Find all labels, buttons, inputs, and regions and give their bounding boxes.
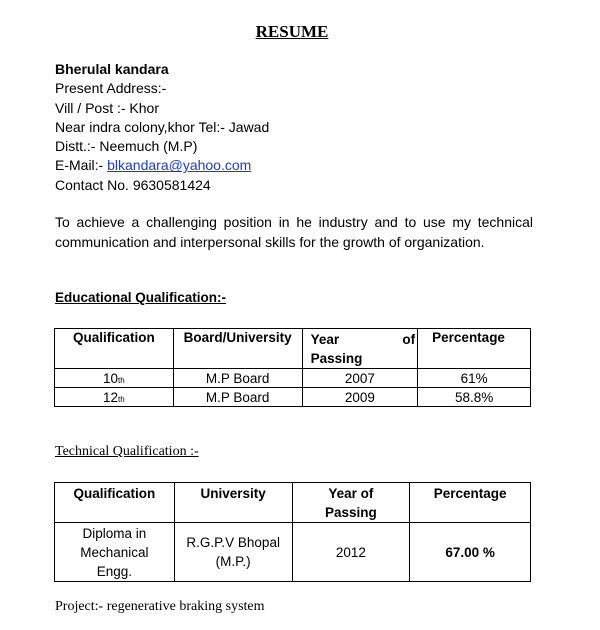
table-row bbox=[55, 388, 531, 407]
page-title: RESUME bbox=[255, 22, 329, 41]
qualification-line-3: Engg. bbox=[96, 563, 133, 579]
header-year bbox=[302, 329, 418, 369]
email-link[interactable]: blkandara@yahoo.com bbox=[107, 157, 252, 174]
technical-table bbox=[54, 482, 531, 582]
project-line: Project:- regenerative braking system bbox=[55, 599, 265, 614]
cell-percentage: 58.8% bbox=[418, 388, 531, 407]
qualification-value: 10 bbox=[103, 370, 119, 386]
address-line-3: Distt.:- Neemuch (M.P) bbox=[55, 138, 198, 155]
cell-board: M.P Board bbox=[173, 388, 302, 407]
qualification-suffix: th bbox=[118, 394, 125, 404]
header-board: Board/University bbox=[173, 329, 302, 369]
header-qualification: Qualification bbox=[55, 329, 174, 369]
table-header-row bbox=[55, 329, 531, 369]
header-qualification: Qualification bbox=[55, 483, 175, 523]
candidate-name: Bherulal kandara bbox=[55, 61, 169, 77]
cell-year: 2009 bbox=[302, 388, 418, 407]
table-row bbox=[55, 523, 531, 582]
header-percentage: Percentage bbox=[410, 483, 531, 523]
table-header-row bbox=[55, 483, 531, 523]
header-university: University bbox=[174, 483, 292, 523]
email-line bbox=[55, 156, 269, 175]
qualification-line-1: Diploma in bbox=[82, 525, 147, 541]
cell-percentage: 61% bbox=[418, 369, 531, 388]
address-line-2: Near indra colony,khor Tel:- Jawad bbox=[55, 118, 270, 135]
header-year-word: Year bbox=[310, 332, 340, 347]
present-address-label: Present Address:- bbox=[55, 80, 167, 97]
contact-number: Contact No. 9630581424 bbox=[55, 176, 211, 193]
qualification-value: 12 bbox=[103, 389, 119, 405]
email-label: E-Mail:- bbox=[55, 157, 108, 174]
header-percentage: Percentage bbox=[418, 329, 531, 369]
cell-board: M.P Board bbox=[173, 369, 302, 388]
qualification-suffix: th bbox=[118, 375, 125, 385]
education-table bbox=[54, 328, 531, 407]
cell-year: 2012 bbox=[292, 523, 410, 582]
header-year bbox=[292, 483, 410, 523]
header-year-of: of bbox=[402, 332, 416, 347]
cell-university bbox=[174, 523, 292, 582]
address-line-1: Vill / Post :- Khor bbox=[55, 99, 160, 116]
cell-percentage: 67.00 % bbox=[410, 523, 531, 582]
objective-text: To achieve a challenging position in he industry and to use my technical communication and interpersonal skills for the growth of organization. bbox=[55, 214, 533, 250]
header-year-passing: Passing bbox=[324, 505, 377, 520]
university-line-1: R.G.P.V Bhopal bbox=[186, 535, 280, 550]
cell-qualification bbox=[55, 388, 174, 407]
table-row bbox=[55, 369, 531, 388]
header-year-passing: Passing bbox=[310, 351, 363, 366]
contact-block bbox=[55, 60, 269, 195]
qualification-line-2: Mechanical bbox=[80, 544, 149, 560]
cell-qualification bbox=[55, 369, 174, 388]
header-year-of: Year of bbox=[328, 486, 374, 501]
education-heading: Educational Qualification:- bbox=[55, 290, 227, 305]
cell-qualification bbox=[55, 523, 175, 582]
university-line-2: (M.P.) bbox=[215, 554, 251, 569]
cell-year: 2007 bbox=[302, 369, 418, 388]
technical-heading: Technical Qualification :- bbox=[55, 444, 199, 459]
